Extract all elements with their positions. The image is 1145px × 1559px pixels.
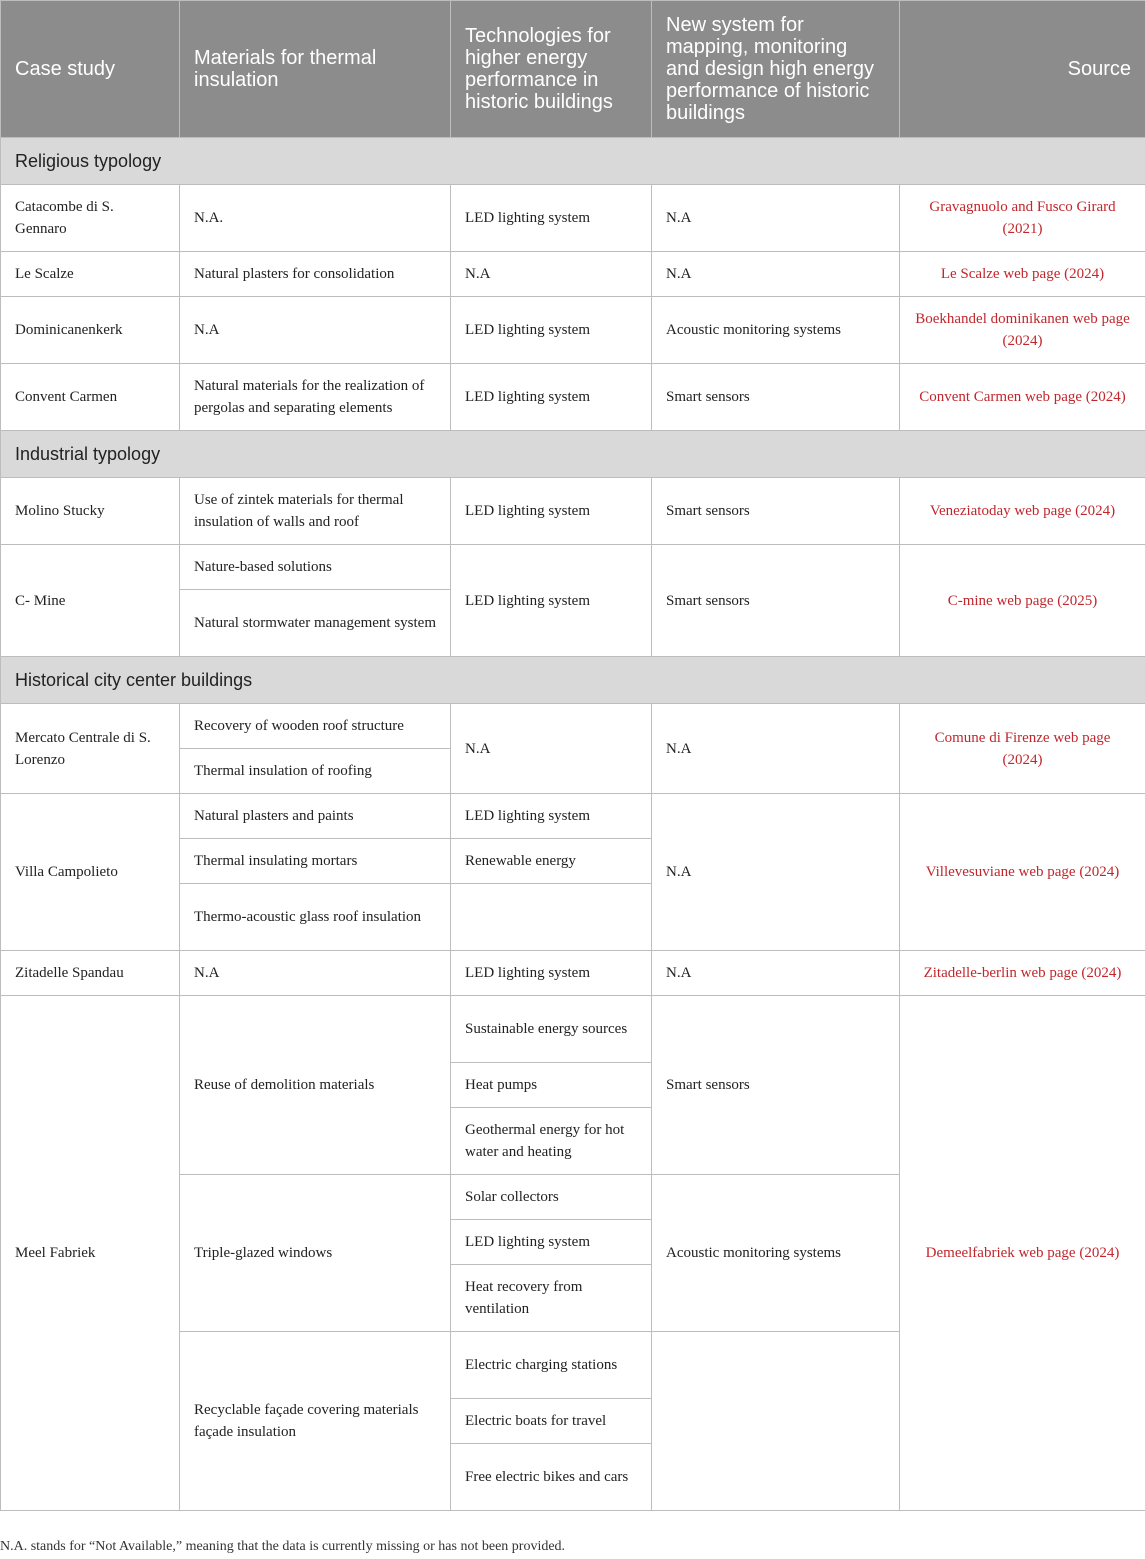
system-cell: N.A xyxy=(652,794,900,951)
table-row xyxy=(1,252,1145,297)
system-cell: Smart sensors xyxy=(652,478,900,545)
system-cell: N.A xyxy=(652,252,900,297)
material-cell: Triple-glazed windows xyxy=(180,1175,451,1332)
case-name: Molino Stucky xyxy=(1,478,180,545)
technology-cell: Electric boats for travel xyxy=(451,1399,652,1444)
technology-cell: Geothermal energy for hot water and heating xyxy=(451,1108,652,1175)
material-cell: Use of zintek materials for thermal insulation of walls and roof xyxy=(180,478,451,545)
section-row xyxy=(1,431,1145,478)
system-cell: N.A xyxy=(652,185,900,252)
case-name: Meel Fabriek xyxy=(1,996,180,1511)
source-link[interactable]: Convent Carmen web page (2024) xyxy=(900,364,1145,431)
case-name: Convent Carmen xyxy=(1,364,180,431)
material-cell: N.A xyxy=(180,951,451,996)
case-name: Mercato Centrale di S. Lorenzo xyxy=(1,704,180,794)
case-name: Zitadelle Spandau xyxy=(1,951,180,996)
case-name: Villa Campolieto xyxy=(1,794,180,951)
section-title-religious: Religious typology xyxy=(1,138,1145,185)
section-row xyxy=(1,657,1145,704)
technology-cell: LED lighting system xyxy=(451,951,652,996)
technology-cell: N.A xyxy=(451,704,652,794)
technology-cell: Electric charging stations xyxy=(451,1332,652,1399)
material-cell: Recyclable façade covering materials façade insulation xyxy=(180,1332,451,1511)
source-link[interactable]: Veneziatoday web page (2024) xyxy=(900,478,1145,545)
technology-cell: Heat recovery from ventilation xyxy=(451,1265,652,1332)
table-row xyxy=(1,704,1145,749)
table-row xyxy=(1,297,1145,364)
technology-cell: LED lighting system xyxy=(451,1220,652,1265)
case-name: Le Scalze xyxy=(1,252,180,297)
technology-cell: Free electric bikes and cars xyxy=(451,1444,652,1511)
table-row xyxy=(1,478,1145,545)
system-cell: N.A xyxy=(652,951,900,996)
table-footnote: N.A. stands for “Not Available,” meaning that the data is currently missing or has not been provided. xyxy=(0,1539,566,1554)
material-cell: Natural plasters for consolidation xyxy=(180,252,451,297)
source-link[interactable]: Demeelfabriek web page (2024) xyxy=(900,996,1145,1511)
material-cell: Thermal insulation of roofing xyxy=(180,749,451,794)
system-cell: Smart sensors xyxy=(652,545,900,657)
table-row xyxy=(1,185,1145,252)
table-row xyxy=(1,364,1145,431)
material-cell: N.A. xyxy=(180,185,451,252)
technology-cell: Renewable energy xyxy=(451,839,652,884)
source-link[interactable]: Le Scalze web page (2024) xyxy=(900,252,1145,297)
technology-cell: LED lighting system xyxy=(451,794,652,839)
system-cell: N.A xyxy=(652,704,900,794)
material-cell: Thermo-acoustic glass roof insulation xyxy=(180,884,451,951)
material-cell: Nature-based solutions xyxy=(180,545,451,590)
material-cell: Natural stormwater management system xyxy=(180,590,451,657)
case-name: Catacombe di S. Gennaro xyxy=(1,185,180,252)
technology-cell: N.A xyxy=(451,252,652,297)
header-technologies: Technologies for higher energy performance in historic buildings xyxy=(451,1,652,138)
system-cell-empty xyxy=(652,1332,900,1511)
system-cell: Smart sensors xyxy=(652,996,900,1175)
source-link[interactable]: C-mine web page (2025) xyxy=(900,545,1145,657)
header-new-system: New system for mapping, monitoring and design high energy performance of historic buildings xyxy=(652,1,900,138)
system-cell: Acoustic monitoring systems xyxy=(652,1175,900,1332)
technology-cell: Solar collectors xyxy=(451,1175,652,1220)
technology-cell: LED lighting system xyxy=(451,185,652,252)
table-row xyxy=(1,545,1145,590)
header-materials: Materials for thermal insulation xyxy=(180,1,451,138)
system-cell: Smart sensors xyxy=(652,364,900,431)
source-link[interactable]: Villevesuviane web page (2024) xyxy=(900,794,1145,951)
case-name: C- Mine xyxy=(1,545,180,657)
source-link[interactable]: Zitadelle-berlin web page (2024) xyxy=(900,951,1145,996)
section-title-historical: Historical city center buildings xyxy=(1,657,1145,704)
material-cell: Thermal insulating mortars xyxy=(180,839,451,884)
table-row xyxy=(1,996,1145,1063)
material-cell: Reuse of demolition materials xyxy=(180,996,451,1175)
source-link[interactable]: Boekhandel dominikanen web page (2024) xyxy=(900,297,1145,364)
system-cell: Acoustic monitoring systems xyxy=(652,297,900,364)
header-case-study: Case study xyxy=(1,1,180,138)
technology-cell: LED lighting system xyxy=(451,478,652,545)
technology-cell: LED lighting system xyxy=(451,545,652,657)
material-cell: Recovery of wooden roof structure xyxy=(180,704,451,749)
material-cell: Natural materials for the realization of pergolas and separating elements xyxy=(180,364,451,431)
technology-cell: Heat pumps xyxy=(451,1063,652,1108)
section-title-industrial: Industrial typology xyxy=(1,431,1145,478)
table-row xyxy=(1,951,1145,996)
case-name: Dominicanenkerk xyxy=(1,297,180,364)
technology-cell: LED lighting system xyxy=(451,297,652,364)
technology-cell: Sustainable energy sources xyxy=(451,996,652,1063)
technology-cell: LED lighting system xyxy=(451,364,652,431)
section-row xyxy=(1,138,1145,185)
header-row xyxy=(1,1,1145,138)
material-cell: Natural plasters and paints xyxy=(180,794,451,839)
source-link[interactable]: Comune di Firenze web page (2024) xyxy=(900,704,1145,794)
technology-cell-empty xyxy=(451,884,652,951)
material-cell: N.A xyxy=(180,297,451,364)
header-source: Source xyxy=(900,1,1145,138)
table-row xyxy=(1,794,1145,839)
source-link[interactable]: Gravagnuolo and Fusco Girard (2021) xyxy=(900,185,1145,252)
